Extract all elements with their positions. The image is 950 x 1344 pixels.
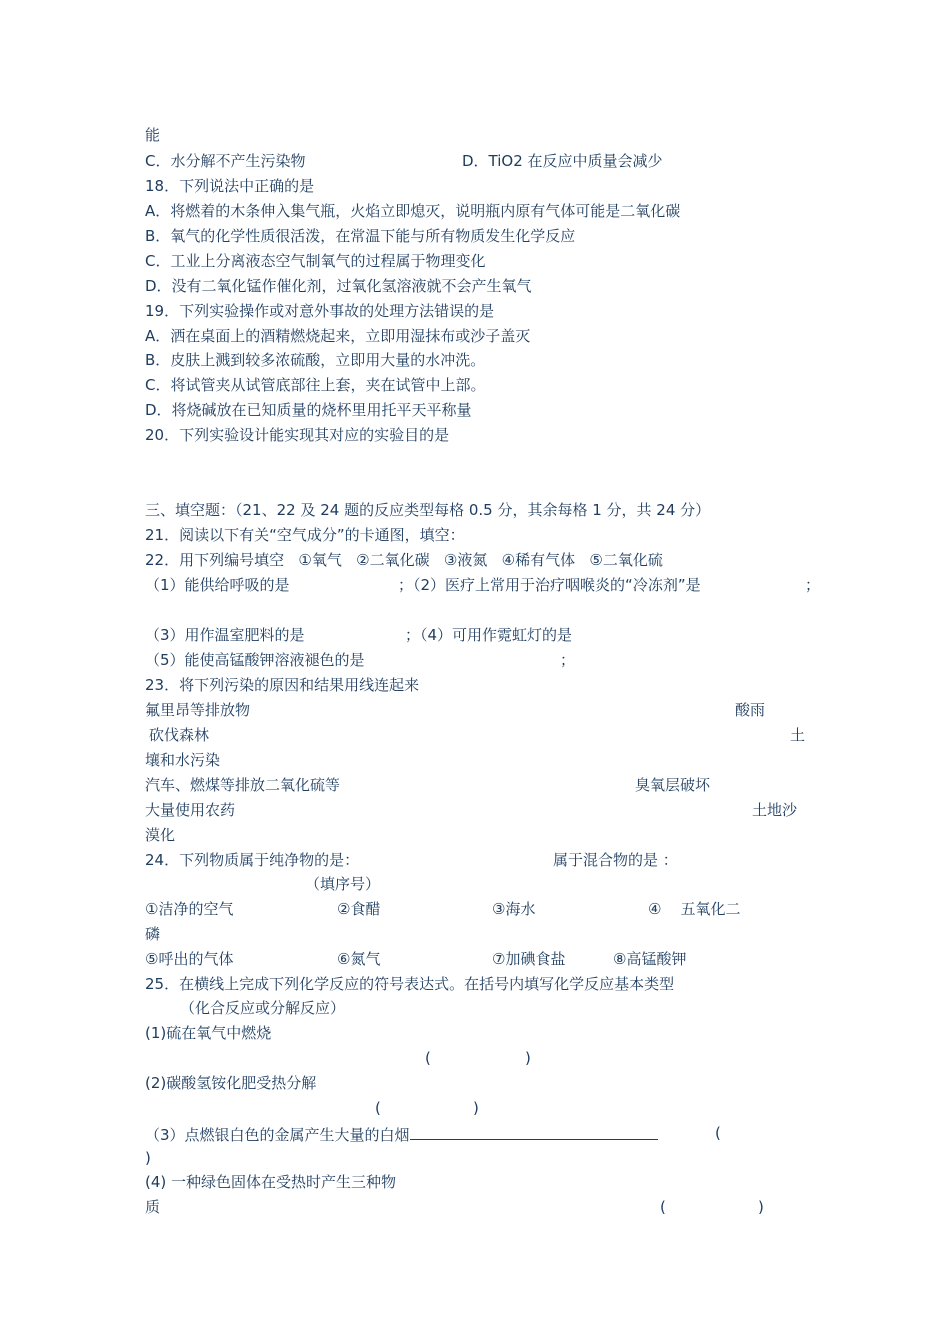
reaction-4-wrap: 质 bbox=[145, 1198, 161, 1216]
reaction-3-text: （3）点燃银白色的金属产生大量的白烟 bbox=[145, 1126, 410, 1144]
cause-item: 汽车、燃煤等排放二氧化硫等 bbox=[145, 776, 341, 794]
question-25: 25．在横线上完成下列化学反应的符号表达式。在括号内填写化学反应基本类型 bbox=[145, 975, 675, 993]
question-24-note: （填序号） bbox=[305, 875, 381, 893]
option-d: D．没有二氧化锰作催化剂，过氧化氢溶液就不会产生氧气 bbox=[145, 277, 532, 295]
option-a: A．将燃着的木条伸入集气瓶，火焰立即熄灭，说明瓶内原有气体可能是二氧化碳 bbox=[145, 202, 681, 220]
q22-item-5: （5）能使高锰酸钾溶液褪色的是 bbox=[145, 651, 365, 669]
reaction-type-close: ) bbox=[758, 1198, 764, 1216]
option-a: A．洒在桌面上的酒精燃烧起来，立即用湿抹布或沙子盖灭 bbox=[145, 327, 531, 345]
reaction-type-close: ) bbox=[473, 1099, 479, 1117]
reaction-type-open: ( bbox=[715, 1124, 721, 1142]
question-22: 22．用下列编号填空 ①氧气 ②二氧化碳 ③液氮 ④稀有气体 ⑤二氧化硫 bbox=[145, 551, 663, 569]
question-25-note: （化合反应或分解反应） bbox=[180, 999, 346, 1017]
reaction-1: (1)硫在氧气中燃烧 bbox=[145, 1024, 272, 1042]
question-23: 23．将下列污染的原因和结果用线连起来 bbox=[145, 676, 420, 694]
substance-item: ③海水 bbox=[492, 900, 536, 918]
option-c: C．工业上分离液态空气制氧气的过程属于物理变化 bbox=[145, 252, 486, 270]
substance-item: ⑥氮气 bbox=[337, 950, 381, 968]
q22-item-2-end: ； bbox=[805, 576, 821, 594]
reaction-type-close: ) bbox=[525, 1049, 531, 1067]
result-item: 酸雨 bbox=[735, 701, 766, 719]
cause-item: 砍伐森林 bbox=[149, 726, 210, 744]
answer-blank bbox=[410, 1123, 658, 1140]
question-24: 24．下列物质属于纯净物的是： bbox=[145, 851, 360, 869]
option-c: C．水分解不产生污染物 bbox=[145, 152, 306, 170]
result-item-wrap: 漠化 bbox=[145, 826, 176, 844]
section-heading: 三、填空题：（21、22 及 24 题的反应类型每格 0.5 分，其余每格 1 分，共 24 分） bbox=[145, 501, 711, 519]
question-21: 21．阅读以下有关“空气成分”的卡通图，填空： bbox=[145, 526, 465, 544]
result-item: 臭氧层破坏 bbox=[635, 776, 711, 794]
reaction-3 bbox=[145, 1123, 658, 1145]
result-item: 土 bbox=[790, 726, 806, 744]
substance-item: ⑧高锰酸钾 bbox=[613, 950, 687, 968]
substance-item-wrap: 磷 bbox=[145, 925, 161, 943]
q22-item-1: （1）能供给呼吸的是 bbox=[145, 576, 290, 594]
q22-item-5-end: ； bbox=[560, 651, 576, 669]
q22-item-2: ；（2）医疗上常用于治疗咽喉炎的“冷冻剂”是 bbox=[398, 576, 701, 594]
substance-item: ⑦加碘食盐 bbox=[492, 950, 566, 968]
substance-item: ④ 五氧化二 bbox=[648, 900, 741, 918]
option-b: B．氧气的化学性质很活泼，在常温下能与所有物质发生化学反应 bbox=[145, 227, 576, 245]
q22-item-4: ；（4）可用作霓虹灯的是 bbox=[405, 626, 573, 644]
option-b: B．皮肤上溅到较多浓硫酸，立即用大量的水冲洗。 bbox=[145, 351, 486, 369]
reaction-type-close: ) bbox=[145, 1149, 151, 1167]
question-24-mixture: 属于混合物的是 ： bbox=[553, 851, 678, 869]
reaction-type-open: ( bbox=[375, 1099, 381, 1117]
option-d: D．TiO2 在反应中质量会减少 bbox=[462, 152, 663, 170]
question-20: 20．下列实验设计能实现其对应的实验目的是 bbox=[145, 426, 450, 444]
text-line: 能 bbox=[145, 126, 161, 144]
substance-item: ⑤呼出的气体 bbox=[145, 950, 234, 968]
q22-item-3: （3）用作温室肥料的是 bbox=[145, 626, 305, 644]
reaction-4: (4) 一种绿色固体在受热时产生三种物 bbox=[145, 1173, 397, 1191]
option-c: C．将试管夹从试管底部往上套，夹在试管中上部。 bbox=[145, 376, 486, 394]
question-19: 19．下列实验操作或对意外事故的处理方法错误的是 bbox=[145, 302, 495, 320]
substance-item: ①洁净的空气 bbox=[145, 900, 234, 918]
cause-item: 氟里昂等排放物 bbox=[145, 701, 251, 719]
result-item: 土地沙 bbox=[752, 801, 798, 819]
option-d: D．将烧碱放在已知质量的烧杯里用托平天平称量 bbox=[145, 401, 472, 419]
cause-item: 大量使用农药 bbox=[145, 801, 236, 819]
reaction-type-open: ( bbox=[425, 1049, 431, 1067]
reaction-type-open: ( bbox=[660, 1198, 666, 1216]
result-item-wrap: 壤和水污染 bbox=[145, 751, 221, 769]
substance-item: ②食醋 bbox=[337, 900, 381, 918]
reaction-2: (2)碳酸氢铵化肥受热分解 bbox=[145, 1074, 317, 1092]
question-18: 18．下列说法中正确的是 bbox=[145, 177, 315, 195]
